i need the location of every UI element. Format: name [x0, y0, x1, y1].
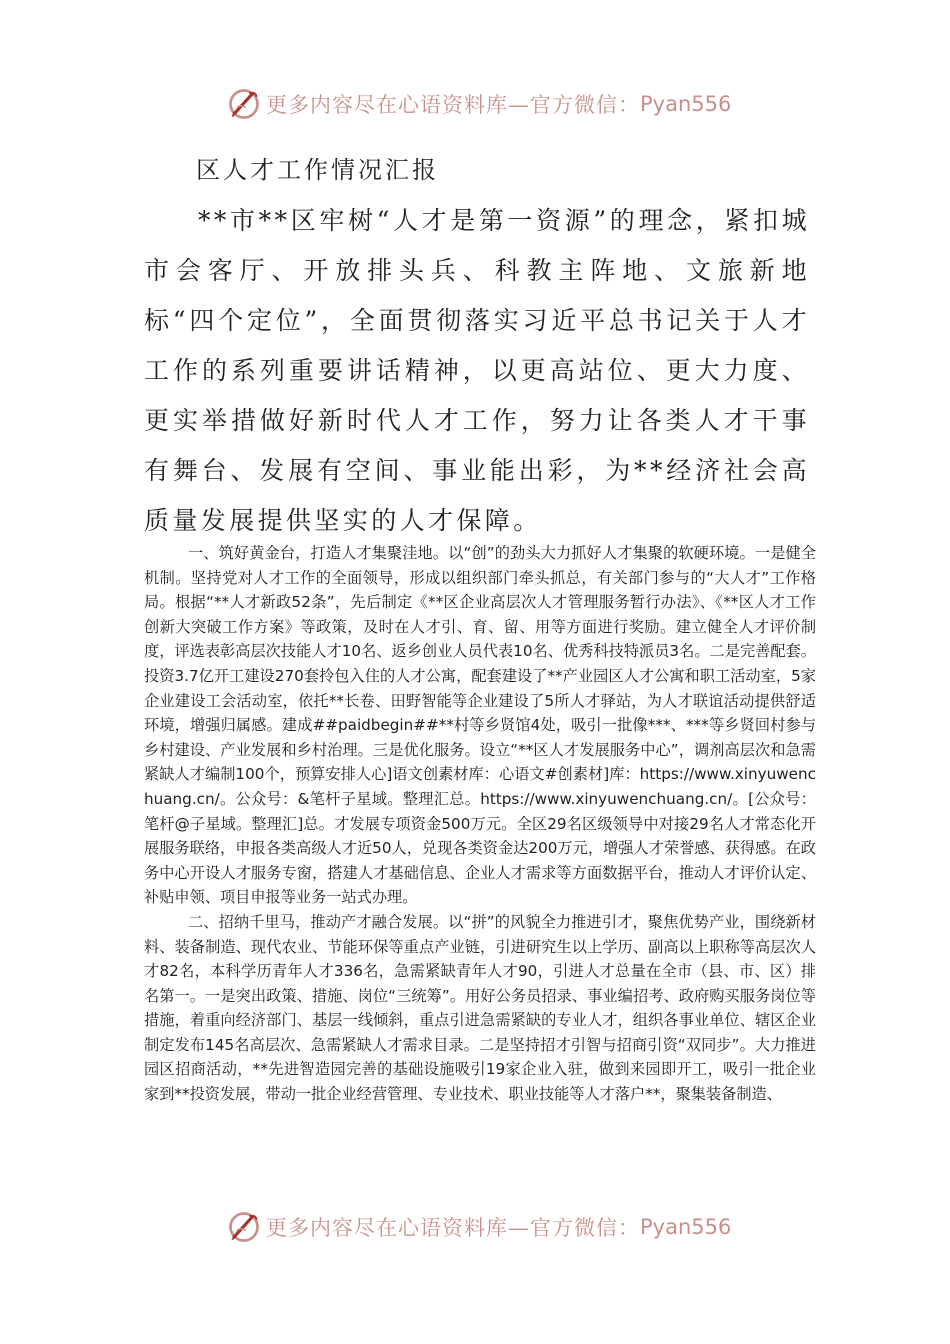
- watermark-wechat-id: Pyan556: [640, 1215, 732, 1239]
- body-paragraph-1: 一、筑好黄金台，打造人才集聚洼地。以“创”的劲头大力抓好人才集聚的软硬环境。一是健全机制。坚持党对人才工作的全面领导，形成以组织部门牵头抓总，有关部门参与的“大人才”工作格局。根据“**人才新政52条”，先后制定《**区企业高层次人才管理服务暂行办法》、《**区人才工作创新大突破工作方案》等政策，及时在人才引、育、留、用等方面进行奖励。建立健全人才评价制度，评选表彰高层次技能人才10名、返乡创业人员代表10名、优秀科技特派员3名。二是完善配套。投资3.7亿开工建设270套拎包入住的人才公寓，配套建设了**产业园区人才公寓和职工活动室，5家企业建设工会活动室，依托**长卷、田野智能等企业建设了5所人才驿站，为人才联谊活动提供舒适环境，增强归属感。建成##paidbegin##**村等乡贤馆4处，吸引一批像***、***等乡贤回村参与乡村建设、产业发展和乡村治理。三是优化服务。设立“**区人才发展服务中心”，调剂高层次和急需紧缺人才编制100个，预算安排人心]语文创素材库：心语文#创素材]库：https://www.xinyuwenchuang.cn/。公众号：&笔杆子星域。整理汇总。https://www.xinyuwenchuang.cn/。[公众号：笔杆@子星域。整理汇]总。才发展专项资金500万元。全区29名区级领导中对接29名人才常态化开展服务联络，申报各类高级人才近50人，兑现各类资金达200万元，增强人才荣誉感、获得感。在政务中心开设人才服务专窗，搭建人才基础信息、企业人才需求等方面数据平台，推动人才评价认定、补贴申领、项目申报等业务一站式办理。: [144, 544, 816, 907]
- watermark-text: 更多内容尽在心语资料库—官方微信：: [266, 1216, 640, 1240]
- body-paragraph-2: 二、招纳千里马，推动产才融合发展。以“拼”的风貌全力推进引才，聚焦优势产业，围绕新材料、装备制造、现代农业、节能环保等重点产业链，引进研究生以上学历、副高以上职称等高层次人才82名，本科学历青年人才336名，急需紧缺青年人才90，引进人才总量在全市（县、市、区）排名第一。一是突出政策、措施、岗位“三统筹”。用好公务员招录、事业编招考、政府购买服务岗位等措施，着重向经济部门、基层一线倾斜，重点引进急需紧缺的专业人才，组织各事业单位、辖区企业制定发布145名高层次、急需紧缺人才需求目录。二是坚持招才引智与招商引资“双同步”。大力推进园区招商活动，**先进智造园完善的基础设施吸引19家企业入驻，做到来园即开工，吸引一批企业家到**投资发展，带动一批企业经营管理、专业技术、职业技能等人才落户**，聚集装备制造、: [144, 912, 816, 1104]
- watermark-wechat-id: Pyan556: [640, 92, 732, 116]
- pen-scroll-logo-icon: [226, 1209, 262, 1245]
- watermark-banner-bottom: [226, 1207, 746, 1247]
- document-body: [144, 541, 816, 1107]
- document-title: 区人才工作情况汇报: [196, 156, 439, 184]
- watermark-banner-top: [226, 84, 746, 124]
- pen-scroll-logo-icon: [226, 86, 262, 122]
- lead-paragraph: **市**区牢树“人才是第一资源”的理念，紧扣城市会客厅、开放排头兵、科教主阵地、文旅新地标“四个定位”，全面贯彻落实习近平总书记关于人才工作的系列重要讲话精神，以更高站位、更大力度、更实举措做好新时代人才工作，努力让各类人才干事有舞台、发展有空间、事业能出彩，为**经济社会高质量发展提供坚实的人才保障。: [144, 206, 810, 535]
- watermark-text: 更多内容尽在心语资料库—官方微信：: [266, 93, 640, 117]
